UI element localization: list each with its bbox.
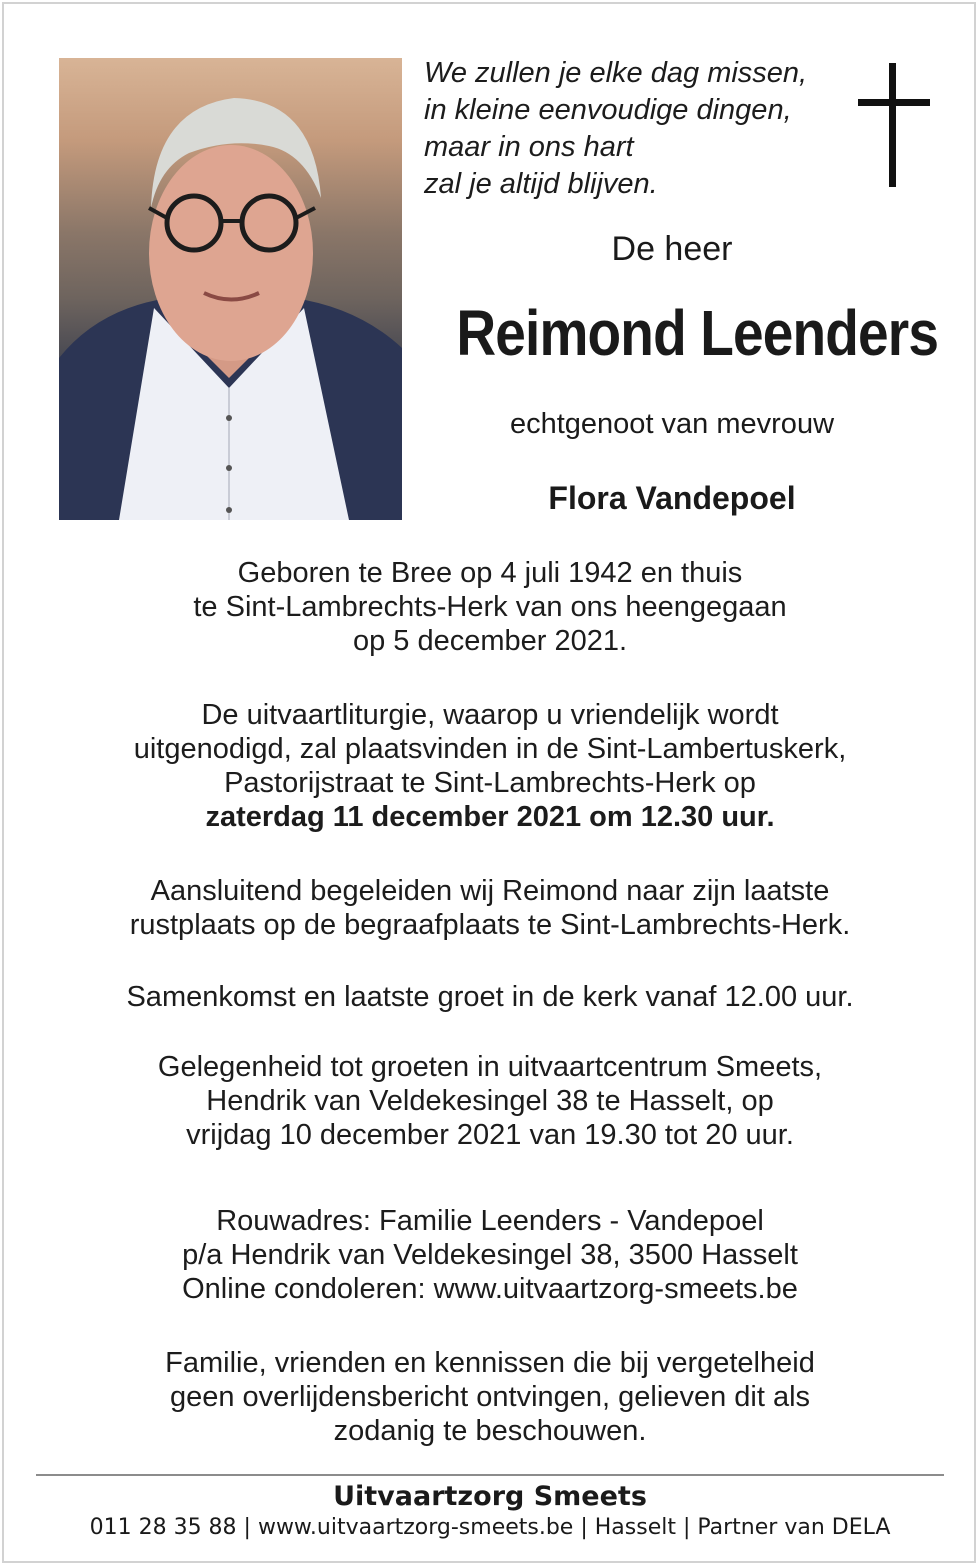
text-line: vrijdag 10 december 2021 van 19.30 tot 20 uur. — [186, 1119, 794, 1151]
footer-divider — [36, 1474, 944, 1476]
contact-paragraph — [40, 1204, 940, 1306]
portrait-photo — [59, 58, 402, 520]
liturgy-paragraph — [40, 698, 940, 834]
poem-line: zal je altijd blijven. — [424, 168, 658, 200]
spouse-label: echtgenoot van mevrouw — [509, 408, 835, 440]
text-line: Familie, vrienden en kennissen die bij vergetelheid — [165, 1347, 815, 1379]
notice-paragraph — [40, 1346, 940, 1448]
spouse-name: Flora Vandepoel — [548, 480, 796, 516]
text-line: Hendrik van Veldekesingel 38 te Hasselt, op — [206, 1085, 774, 1117]
honorific-title: De heer — [611, 230, 733, 268]
gathering-paragraph — [40, 980, 940, 1014]
text-line: zodanig te beschouwen. — [333, 1415, 647, 1447]
text-line: Rouwadres: Familie Leenders - Vandepoel — [216, 1205, 764, 1237]
cross-icon — [858, 63, 930, 189]
text-line: op 5 december 2021. — [352, 625, 628, 657]
poem-line: We zullen je elke dag missen, — [424, 57, 808, 89]
birth-death-paragraph — [40, 556, 940, 658]
condolence-link[interactable]: Online condoleren: www.uitvaartzorg-smeets.be — [182, 1273, 798, 1305]
text-line: Pastorijstraat te Sint-Lambrechts-Herk op — [224, 767, 756, 799]
deceased-name: Reimond Leenders — [456, 297, 939, 369]
text-line: Samenkomst en laatste groet in de kerk vanaf 12.00 uur. — [126, 981, 854, 1013]
text-line: p/a Hendrik van Veldekesingel 38, 3500 Hasselt — [182, 1239, 798, 1271]
burial-paragraph — [40, 874, 940, 942]
text-line: Aansluitend begeleiden wij Reimond naar zijn laatste — [150, 875, 830, 907]
poem-line: in kleine eenvoudige dingen, — [424, 94, 792, 126]
text-line: Geboren te Bree op 4 juli 1942 en thuis — [237, 557, 743, 589]
funeral-company-info: 011 28 35 88 | www.uitvaartzorg-smeets.be | Hasselt | Partner van DELA — [89, 1515, 891, 1540]
text-line: te Sint-Lambrechts-Herk van ons heengegaan — [193, 591, 787, 623]
poem — [424, 55, 844, 203]
text-line: uitgenodigd, zal plaatsvinden in de Sint-Lambertuskerk, — [133, 733, 847, 765]
text-line: Gelegenheid tot groeten in uitvaartcentrum Smeets, — [157, 1051, 823, 1083]
text-line: De uitvaartliturgie, waarop u vriendelijk wordt — [201, 699, 779, 731]
text-line: rustplaats op de begraafplaats te Sint-Lambrechts-Herk. — [129, 909, 851, 941]
visitation-paragraph — [40, 1050, 940, 1152]
liturgy-date: zaterdag 11 december 2021 om 12.30 uur. — [205, 801, 775, 833]
text-line: geen overlijdensbericht ontvingen, gelieven dit als — [169, 1381, 811, 1413]
poem-line: maar in ons hart — [424, 131, 634, 163]
funeral-company-name: Uitvaartzorg Smeets — [333, 1481, 647, 1512]
